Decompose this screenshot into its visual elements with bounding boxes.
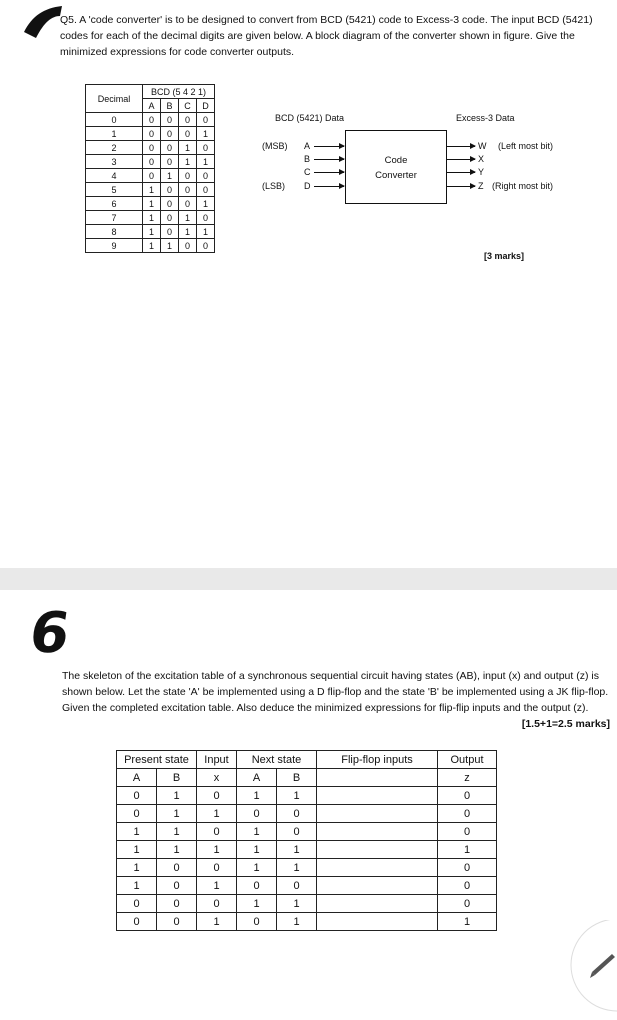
bit-cell: 0 — [197, 239, 215, 253]
bit-cell: 1 — [179, 141, 197, 155]
bit-cell: 0 — [161, 141, 179, 155]
present-state-header: Present state — [117, 751, 197, 769]
flip-flop-cell — [317, 859, 438, 877]
output-x-label: X — [478, 154, 485, 164]
cell: 0 — [157, 895, 197, 913]
cell: 0 — [117, 787, 157, 805]
table-row — [117, 841, 497, 859]
cell: 1 — [277, 895, 317, 913]
q5-marks: [3 marks] — [484, 251, 525, 261]
bit-cell: 0 — [197, 169, 215, 183]
decimal-cell: 1 — [86, 127, 143, 141]
bit-cell: 1 — [161, 169, 179, 183]
output-cell: 0 — [438, 859, 497, 877]
bit-cell: 0 — [179, 183, 197, 197]
table-row — [86, 225, 215, 239]
flip-flop-cell — [317, 913, 438, 931]
cell: 0 — [197, 859, 237, 877]
table-row — [117, 787, 497, 805]
next-state-header: Next state — [237, 751, 317, 769]
decimal-cell: 3 — [86, 155, 143, 169]
bit-header: D — [197, 99, 215, 113]
bit-cell: 0 — [161, 211, 179, 225]
table-row — [86, 183, 215, 197]
table-row — [117, 913, 497, 931]
sub-header: x — [197, 769, 237, 787]
decimal-cell: 7 — [86, 211, 143, 225]
output-cell: 0 — [438, 787, 497, 805]
question-6-number: 6 — [25, 601, 74, 666]
cell: 0 — [237, 877, 277, 895]
bit-cell: 1 — [197, 155, 215, 169]
cell: 1 — [117, 823, 157, 841]
bit-cell: 1 — [143, 211, 161, 225]
flip-flop-cell — [317, 841, 438, 859]
cell: 1 — [197, 877, 237, 895]
flip-flop-cell — [317, 877, 438, 895]
sub-header: B — [157, 769, 197, 787]
output-arrow-icon — [447, 146, 475, 147]
flip-flop-cell — [317, 895, 438, 913]
bit-cell: 0 — [197, 211, 215, 225]
table-row — [117, 895, 497, 913]
output-arrow-icon — [447, 172, 475, 173]
cell: 1 — [157, 823, 197, 841]
cell: 1 — [237, 823, 277, 841]
output-cell: 0 — [438, 895, 497, 913]
bit-cell: 0 — [161, 113, 179, 127]
question-6-text — [62, 668, 610, 732]
cell: 1 — [197, 805, 237, 823]
bit-cell: 0 — [143, 127, 161, 141]
flip-flop-cell — [317, 823, 438, 841]
table-row — [86, 127, 215, 141]
flip-flop-cell — [317, 805, 438, 823]
input-d-label: D — [304, 181, 311, 191]
bit-header: A — [143, 99, 161, 113]
output-cell: 0 — [438, 805, 497, 823]
cell: 1 — [237, 841, 277, 859]
decimal-cell: 5 — [86, 183, 143, 197]
output-cell: 1 — [438, 841, 497, 859]
bit-cell: 0 — [143, 113, 161, 127]
table-row — [117, 823, 497, 841]
bit-cell: 0 — [179, 113, 197, 127]
pencil-icon[interactable] — [560, 920, 617, 1020]
output-cell: 1 — [438, 913, 497, 931]
table-row — [117, 877, 497, 895]
cell: 0 — [117, 805, 157, 823]
input-b-label: B — [304, 154, 311, 164]
bit-cell: 0 — [161, 155, 179, 169]
output-w-label: W — [478, 141, 487, 151]
decimal-cell: 4 — [86, 169, 143, 183]
cell: 1 — [237, 895, 277, 913]
bit-cell: 0 — [197, 183, 215, 197]
bit-cell: 1 — [179, 155, 197, 169]
bit-cell: 1 — [179, 225, 197, 239]
cell: 0 — [197, 787, 237, 805]
cell: 1 — [157, 841, 197, 859]
bit-cell: 0 — [161, 197, 179, 211]
cell: 1 — [277, 859, 317, 877]
bit-cell: 1 — [143, 197, 161, 211]
cell: 1 — [117, 877, 157, 895]
cell: 1 — [277, 787, 317, 805]
input-title: BCD (5421) Data — [275, 113, 345, 123]
bit-cell: 1 — [197, 197, 215, 211]
bit-cell: 1 — [143, 183, 161, 197]
cell: 1 — [197, 913, 237, 931]
msb-label: (MSB) — [262, 141, 288, 151]
input-arrow-icon — [314, 186, 344, 187]
table-row — [86, 239, 215, 253]
q6-marks: [1.5+1=2.5 marks] — [521, 718, 610, 730]
output-y-label: Y — [478, 167, 485, 177]
cell: 0 — [157, 877, 197, 895]
excitation-table — [116, 750, 497, 931]
cell: 1 — [197, 841, 237, 859]
bit-cell: 1 — [143, 239, 161, 253]
table-row — [117, 805, 497, 823]
table-row — [117, 859, 497, 877]
bit-cell: 0 — [161, 183, 179, 197]
bit-cell: 0 — [179, 127, 197, 141]
cell: 0 — [197, 823, 237, 841]
sub-header: z — [438, 769, 497, 787]
output-arrow-icon — [447, 186, 475, 187]
table-row — [86, 155, 215, 169]
question-5-text: Q5. A 'code converter' is to be designed to convert from BCD (5421) code to Excess-3 code. The input BCD (5421) codes for each of the decimal digits are given below. A block diagram of the converter shown in figure. Give the minimized expressions for code converter outputs. — [60, 14, 593, 58]
input-arrow-icon — [314, 172, 344, 173]
bit-header: C — [179, 99, 197, 113]
cell: 0 — [117, 913, 157, 931]
question-6-body: The skeleton of the excitation table of a synchronous sequential circuit having states (AB), input (x) and output (z) is shown below. Let the state 'A' be implemented using a D flip-flop and the state 'B' be implemented using a JK flip-flop. Given the completed excitation table. Also deduce the minimized expressions for flip-flip inputs and the output (z). — [62, 670, 609, 714]
table-row — [86, 141, 215, 155]
bit-cell: 0 — [179, 169, 197, 183]
flip-flop-cell — [317, 787, 438, 805]
output-cell: 0 — [438, 877, 497, 895]
cell: 0 — [277, 877, 317, 895]
cell: 0 — [117, 895, 157, 913]
decimal-header: Decimal — [86, 85, 143, 113]
bit-cell: 0 — [143, 169, 161, 183]
bit-cell: 0 — [179, 197, 197, 211]
bit-cell: 1 — [197, 225, 215, 239]
bit-cell: 0 — [161, 225, 179, 239]
cell: 0 — [277, 805, 317, 823]
flip-flop-inputs-header: Flip-flop inputs — [317, 751, 438, 769]
input-c-label: C — [304, 167, 311, 177]
right-bit-note: (Right most bit) — [492, 181, 554, 191]
output-title: Excess-3 Data — [456, 113, 515, 123]
bit-cell: 1 — [179, 211, 197, 225]
decimal-cell: 2 — [86, 141, 143, 155]
output-z-label: Z — [478, 181, 484, 191]
cell: 0 — [157, 913, 197, 931]
bit-cell: 1 — [143, 225, 161, 239]
code-converter-block — [345, 130, 447, 204]
bit-cell: 0 — [143, 141, 161, 155]
decimal-cell: 8 — [86, 225, 143, 239]
cell: 1 — [237, 859, 277, 877]
sub-header: A — [117, 769, 157, 787]
bit-cell: 0 — [197, 113, 215, 127]
cell: 0 — [197, 895, 237, 913]
table-row — [86, 197, 215, 211]
cell: 1 — [237, 787, 277, 805]
table-row — [86, 211, 215, 225]
cell: 0 — [277, 823, 317, 841]
cell: 1 — [157, 805, 197, 823]
bit-cell: 0 — [197, 141, 215, 155]
cell: 0 — [157, 859, 197, 877]
input-header: Input — [197, 751, 237, 769]
sub-header — [317, 769, 438, 787]
bcd-code-table — [85, 84, 215, 253]
cell: 0 — [237, 913, 277, 931]
decimal-cell: 0 — [86, 113, 143, 127]
table-row — [86, 169, 215, 183]
cell: 1 — [277, 841, 317, 859]
sub-header: B — [277, 769, 317, 787]
bit-cell: 0 — [179, 239, 197, 253]
left-bit-note: (Left most bit) — [498, 141, 554, 151]
table-row — [86, 113, 215, 127]
input-arrow-icon — [314, 146, 344, 147]
input-arrow-icon — [314, 159, 344, 160]
decimal-cell: 9 — [86, 239, 143, 253]
output-header: Output — [438, 751, 497, 769]
block-label: Code — [384, 155, 408, 166]
bit-cell: 0 — [143, 155, 161, 169]
cell: 1 — [157, 787, 197, 805]
bcd-header: BCD (5 4 2 1) — [143, 85, 215, 99]
lsb-label: (LSB) — [262, 181, 286, 191]
cell: 1 — [117, 859, 157, 877]
bit-cell: 1 — [161, 239, 179, 253]
decimal-cell: 6 — [86, 197, 143, 211]
input-a-label: A — [304, 141, 311, 151]
bit-cell: 0 — [161, 127, 179, 141]
output-arrow-icon — [447, 159, 475, 160]
bit-header: B — [161, 99, 179, 113]
bit-cell: 1 — [197, 127, 215, 141]
sub-header: A — [237, 769, 277, 787]
cell: 1 — [277, 913, 317, 931]
output-cell: 0 — [438, 823, 497, 841]
cell: 1 — [117, 841, 157, 859]
cell: 0 — [237, 805, 277, 823]
block-label: Converter — [375, 170, 417, 181]
